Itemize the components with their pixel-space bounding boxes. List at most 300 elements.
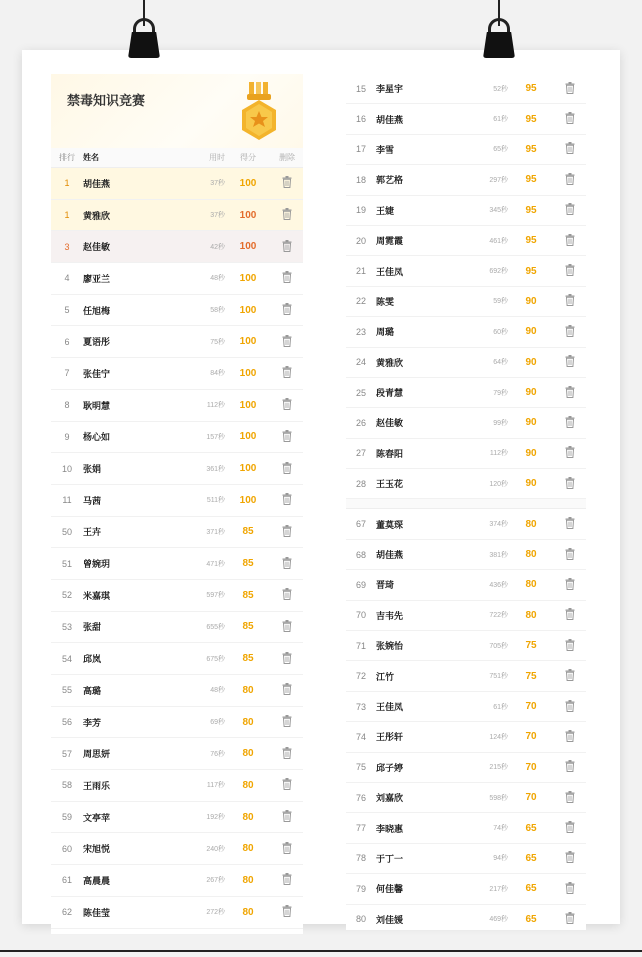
score-cell: 100 [239,494,257,506]
time-cell: 48秒 [210,687,225,695]
time-cell: 37秒 [210,212,225,220]
delete-button[interactable] [554,851,586,865]
table-row [346,540,586,570]
time-cell: 99秒 [493,419,508,427]
table-row [346,570,586,600]
trash-icon [565,264,575,276]
delete-button[interactable] [554,82,586,96]
table-row [346,692,586,722]
time-cell: 65秒 [493,146,508,154]
rank-cell: 7 [64,368,70,379]
name-cell: 胡佳燕 [376,114,404,125]
table-row [346,813,586,843]
rank-cell: 58 [61,780,72,791]
score-cell: 90 [525,478,537,490]
score-cell: 65 [525,852,537,864]
header-time: 用时 [209,153,225,162]
name-cell: 李星宇 [376,84,404,95]
name-cell: 张娟 [83,464,102,475]
time-cell: 597秒 [206,592,225,600]
trash-icon [282,335,292,347]
trash-icon [282,588,292,600]
table-row [51,453,303,485]
rank-cell: 10 [61,463,72,474]
delete-button[interactable] [554,548,586,562]
time-cell: 371秒 [206,528,225,536]
time-cell: 751秒 [489,673,508,681]
table-row [346,196,586,226]
time-cell: 217秒 [489,885,508,893]
binder-clip-right [479,0,519,60]
delete-button[interactable] [554,264,586,278]
rank-cell: 5 [64,305,70,316]
delete-button[interactable] [554,791,586,805]
table-row [346,408,586,438]
name-cell: 王雨乐 [83,780,111,791]
time-cell: 76秒 [210,750,225,758]
score-cell: 85 [242,589,254,601]
name-cell: 王卉 [83,527,102,538]
delete-button[interactable] [271,462,303,476]
delete-button[interactable] [554,882,586,896]
trash-icon [282,620,292,632]
name-cell: 周霓霞 [376,236,404,247]
name-cell: 王佳凤 [376,266,404,277]
table-row [51,865,303,897]
table-row [51,358,303,390]
rank-cell: 25 [355,387,366,398]
name-cell: 吉韦先 [376,610,404,621]
delete-button[interactable] [271,873,303,887]
table-row [346,661,586,691]
table-row [346,74,586,104]
rank-cell: 60 [61,843,72,854]
table-row [51,707,303,739]
name-cell: 李雪 [376,144,395,155]
time-cell: 598秒 [489,794,508,802]
section-divider [346,499,586,509]
trash-icon [565,355,575,367]
delete-button[interactable] [554,760,586,774]
score-cell: 80 [525,609,537,621]
name-cell: 胡佳燕 [376,550,404,561]
trash-icon [565,446,575,458]
name-cell: 江竹 [376,671,395,682]
name-cell: 张佳宁 [83,368,111,379]
delete-button[interactable] [554,700,586,714]
time-cell: 381秒 [489,551,508,559]
score-cell: 100 [239,431,257,443]
rank-cell: 22 [355,296,366,307]
trash-icon [565,477,575,489]
trash-icon [565,639,575,651]
delete-button[interactable] [554,639,586,653]
delete-button[interactable] [554,325,586,339]
time-cell: 705秒 [489,642,508,650]
trash-icon [282,430,292,442]
score-cell: 65 [525,883,537,895]
trash-icon [565,112,575,124]
time-cell: 58秒 [210,307,225,315]
score-cell: 100 [239,209,257,221]
rank-cell: 76 [355,792,366,803]
score-cell: 100 [239,463,257,475]
delete-button[interactable] [271,905,303,919]
leaderboard-panel-left [51,74,303,934]
time-cell: 675秒 [206,655,225,663]
time-cell: 42秒 [210,243,225,251]
trash-icon [282,715,292,727]
trash-icon [282,303,292,315]
delete-button[interactable] [554,203,586,217]
trash-icon [282,747,292,759]
time-cell: 215秒 [489,764,508,772]
table-row [346,226,586,256]
rank-cell: 19 [355,205,366,216]
name-cell: 刘嘉欣 [376,793,404,804]
score-cell: 80 [242,748,254,760]
trash-icon [565,234,575,246]
time-cell: 84秒 [210,370,225,378]
trash-icon [282,271,292,283]
leaderboard-list-right-bottom [346,509,586,930]
time-cell: 64秒 [493,359,508,367]
score-cell: 100 [239,241,257,253]
trash-icon [565,851,575,863]
score-cell: 70 [525,761,537,773]
rank-cell: 77 [355,823,366,834]
trash-icon [565,386,575,398]
name-cell: 刘佳媛 [376,914,404,925]
name-cell: 张婉怡 [376,641,404,652]
score-cell: 90 [525,447,537,459]
delete-button[interactable] [271,683,303,697]
name-cell: 陈佳莹 [83,907,111,918]
name-cell: 李芳 [83,717,102,728]
rank-cell: 16 [355,114,366,125]
delete-button[interactable] [271,588,303,602]
score-cell: 80 [242,716,254,728]
delete-button[interactable] [271,557,303,571]
name-cell: 张甜 [83,622,102,633]
name-cell: 周思妍 [83,749,111,760]
table-row [51,326,303,358]
time-cell: 61秒 [493,703,508,711]
delete-button[interactable] [271,620,303,634]
delete-button[interactable] [271,652,303,666]
trash-icon [282,683,292,695]
delete-button[interactable] [554,386,586,400]
trash-icon [565,760,575,772]
delete-button[interactable] [271,176,303,190]
table-row [51,548,303,580]
rank-cell: 24 [355,357,366,368]
quiz-title: 禁毒知识竞赛 [67,93,146,108]
trash-icon [565,912,575,924]
score-cell: 80 [525,518,537,530]
time-cell: 361秒 [206,465,225,473]
delete-button[interactable] [271,208,303,222]
name-cell: 陈雯 [376,296,395,307]
delete-button[interactable] [554,517,586,531]
score-cell: 85 [242,526,254,538]
delete-button[interactable] [554,173,586,187]
table-row [346,753,586,783]
name-cell: 王彤轩 [376,732,404,743]
time-cell: 240秒 [206,845,225,853]
name-cell: 邱子婷 [376,762,404,773]
table-row [51,231,303,263]
rank-cell: 26 [355,417,366,428]
score-cell: 80 [242,874,254,886]
score-cell: 95 [525,265,537,277]
rank-cell: 27 [355,448,366,459]
table-row [346,104,586,134]
trash-icon [565,173,575,185]
score-cell: 100 [239,367,257,379]
delete-button[interactable] [271,747,303,761]
trash-icon [282,905,292,917]
delete-button[interactable] [554,112,586,126]
rank-cell: 18 [355,174,366,185]
time-cell: 192秒 [206,814,225,822]
delete-button[interactable] [554,294,586,308]
delete-button[interactable] [554,578,586,592]
score-cell: 75 [525,640,537,652]
table-row [346,722,586,752]
table-row [51,485,303,517]
table-row [51,643,303,675]
delete-button[interactable] [554,446,586,460]
rank-cell: 59 [61,812,72,823]
time-cell: 374秒 [489,521,508,529]
table-row [346,783,586,813]
rank-cell: 71 [355,640,366,651]
delete-button[interactable] [271,715,303,729]
delete-button[interactable] [554,730,586,744]
time-cell: 436秒 [489,581,508,589]
score-cell: 100 [239,304,257,316]
table-row [346,874,586,904]
score-cell: 80 [242,779,254,791]
score-cell: 90 [525,326,537,338]
time-cell: 60秒 [493,328,508,336]
rank-cell: 23 [355,326,366,337]
rank-cell: 54 [61,653,72,664]
delete-button[interactable] [554,477,586,491]
trash-icon [565,82,575,94]
rank-cell: 55 [61,685,72,696]
name-cell: 郭艺格 [376,175,404,186]
rank-cell: 1 [64,210,70,221]
delete-button[interactable] [271,525,303,539]
score-cell: 75 [525,670,537,682]
delete-button[interactable] [554,912,586,926]
score-cell: 95 [525,204,537,216]
trash-icon [282,366,292,378]
delete-button[interactable] [271,271,303,285]
trash-icon [282,652,292,664]
rank-cell: 1 [64,178,70,189]
table-row [346,439,586,469]
time-cell: 722秒 [489,612,508,620]
delete-button[interactable] [554,416,586,430]
delete-button[interactable] [554,669,586,683]
score-cell: 80 [242,811,254,823]
delete-button[interactable] [554,608,586,622]
score-cell: 90 [525,417,537,429]
table-row [51,168,303,200]
name-cell: 陈春阳 [376,448,404,459]
time-cell: 52秒 [493,85,508,93]
table-row [51,295,303,327]
rank-cell: 70 [355,610,366,621]
name-cell: 周璐 [376,327,395,338]
rank-cell: 75 [355,762,366,773]
trash-icon [565,791,575,803]
rank-cell: 4 [64,273,70,284]
time-cell: 272秒 [206,909,225,917]
table-row [51,770,303,802]
score-cell: 70 [525,731,537,743]
name-cell: 何佳馨 [376,884,404,895]
trash-icon [565,294,575,306]
score-cell: 85 [242,621,254,633]
score-cell: 90 [525,387,537,399]
delete-button[interactable] [271,398,303,412]
quiz-banner [51,74,303,148]
delete-button[interactable] [271,303,303,317]
score-cell: 65 [525,913,537,925]
trash-icon [565,821,575,833]
table-row [346,348,586,378]
name-cell: 黄雅欣 [83,210,111,221]
table-row [346,844,586,874]
rank-cell: 79 [355,883,366,894]
delete-button[interactable] [271,240,303,254]
table-row [51,422,303,454]
name-cell: 高璐 [83,685,102,696]
header-delete: 删除 [279,153,295,162]
trash-icon [565,203,575,215]
rank-cell: 9 [64,431,70,442]
name-cell: 廖亚兰 [83,273,111,284]
delete-button[interactable] [554,142,586,156]
table-row [346,631,586,661]
name-cell: 杨心如 [83,432,111,443]
rank-cell: 73 [355,701,366,712]
rank-cell: 67 [355,519,366,530]
trash-icon [282,525,292,537]
leaderboard-list-right-top [346,74,586,499]
trash-icon [282,778,292,790]
time-cell: 469秒 [489,916,508,924]
table-row [51,675,303,707]
trash-icon [565,730,575,742]
trash-icon [282,493,292,505]
time-cell: 692秒 [489,268,508,276]
table-row [346,317,586,347]
delete-button[interactable] [271,810,303,824]
name-cell: 胡佳燕 [83,178,111,189]
table-row [346,469,586,499]
score-cell: 95 [525,174,537,186]
time-cell: 69秒 [210,719,225,727]
rank-cell: 52 [61,590,72,601]
trash-icon [282,208,292,220]
rank-cell: 21 [355,266,366,277]
name-cell: 邱岚 [83,654,102,665]
time-cell: 74秒 [493,825,508,833]
score-cell: 95 [525,113,537,125]
delete-button[interactable] [271,842,303,856]
table-row [346,905,586,930]
time-cell: 120秒 [489,480,508,488]
table-row [51,200,303,232]
bottom-border [0,950,642,952]
table-row [346,509,586,539]
table-row [51,263,303,295]
name-cell: 王佳凤 [376,702,404,712]
table-row [51,517,303,549]
rank-cell: 15 [355,83,366,94]
score-cell: 80 [242,843,254,855]
time-cell: 511秒 [206,497,225,505]
time-cell: 267秒 [206,877,225,885]
table-row [51,738,303,770]
name-cell: 高晨晨 [83,875,111,886]
score-cell: 95 [525,235,537,247]
rank-cell: 20 [355,235,366,246]
table-row [51,390,303,422]
time-cell: 61秒 [493,116,508,124]
name-cell: 赵佳敏 [83,242,111,253]
name-cell: 马茜 [83,495,102,506]
rank-cell: 74 [355,731,366,742]
header-rank: 排行 [59,153,75,162]
delete-button[interactable] [271,778,303,792]
time-cell: 655秒 [206,623,225,631]
trash-icon [282,240,292,252]
table-row [51,580,303,612]
score-cell: 95 [525,83,537,95]
name-cell: 李晓惠 [376,823,404,834]
name-cell: 耿明慧 [83,400,111,411]
trash-icon [282,842,292,854]
score-cell: 100 [239,177,257,189]
trash-icon [565,517,575,529]
delete-button[interactable] [271,366,303,380]
score-cell: 70 [525,792,537,804]
table-row [51,897,303,929]
trash-icon [282,810,292,822]
score-cell: 100 [239,336,257,348]
time-cell: 79秒 [493,389,508,397]
delete-button[interactable] [271,493,303,507]
delete-button[interactable] [554,234,586,248]
name-cell: 王玉花 [376,479,404,490]
score-cell: 80 [525,579,537,591]
table-row [346,601,586,631]
delete-button[interactable] [554,821,586,835]
name-cell: 赵佳敏 [376,418,404,429]
delete-button[interactable] [271,335,303,349]
table-row [346,165,586,195]
delete-button[interactable] [554,355,586,369]
delete-button[interactable] [271,430,303,444]
trash-icon [282,462,292,474]
score-cell: 80 [525,549,537,561]
